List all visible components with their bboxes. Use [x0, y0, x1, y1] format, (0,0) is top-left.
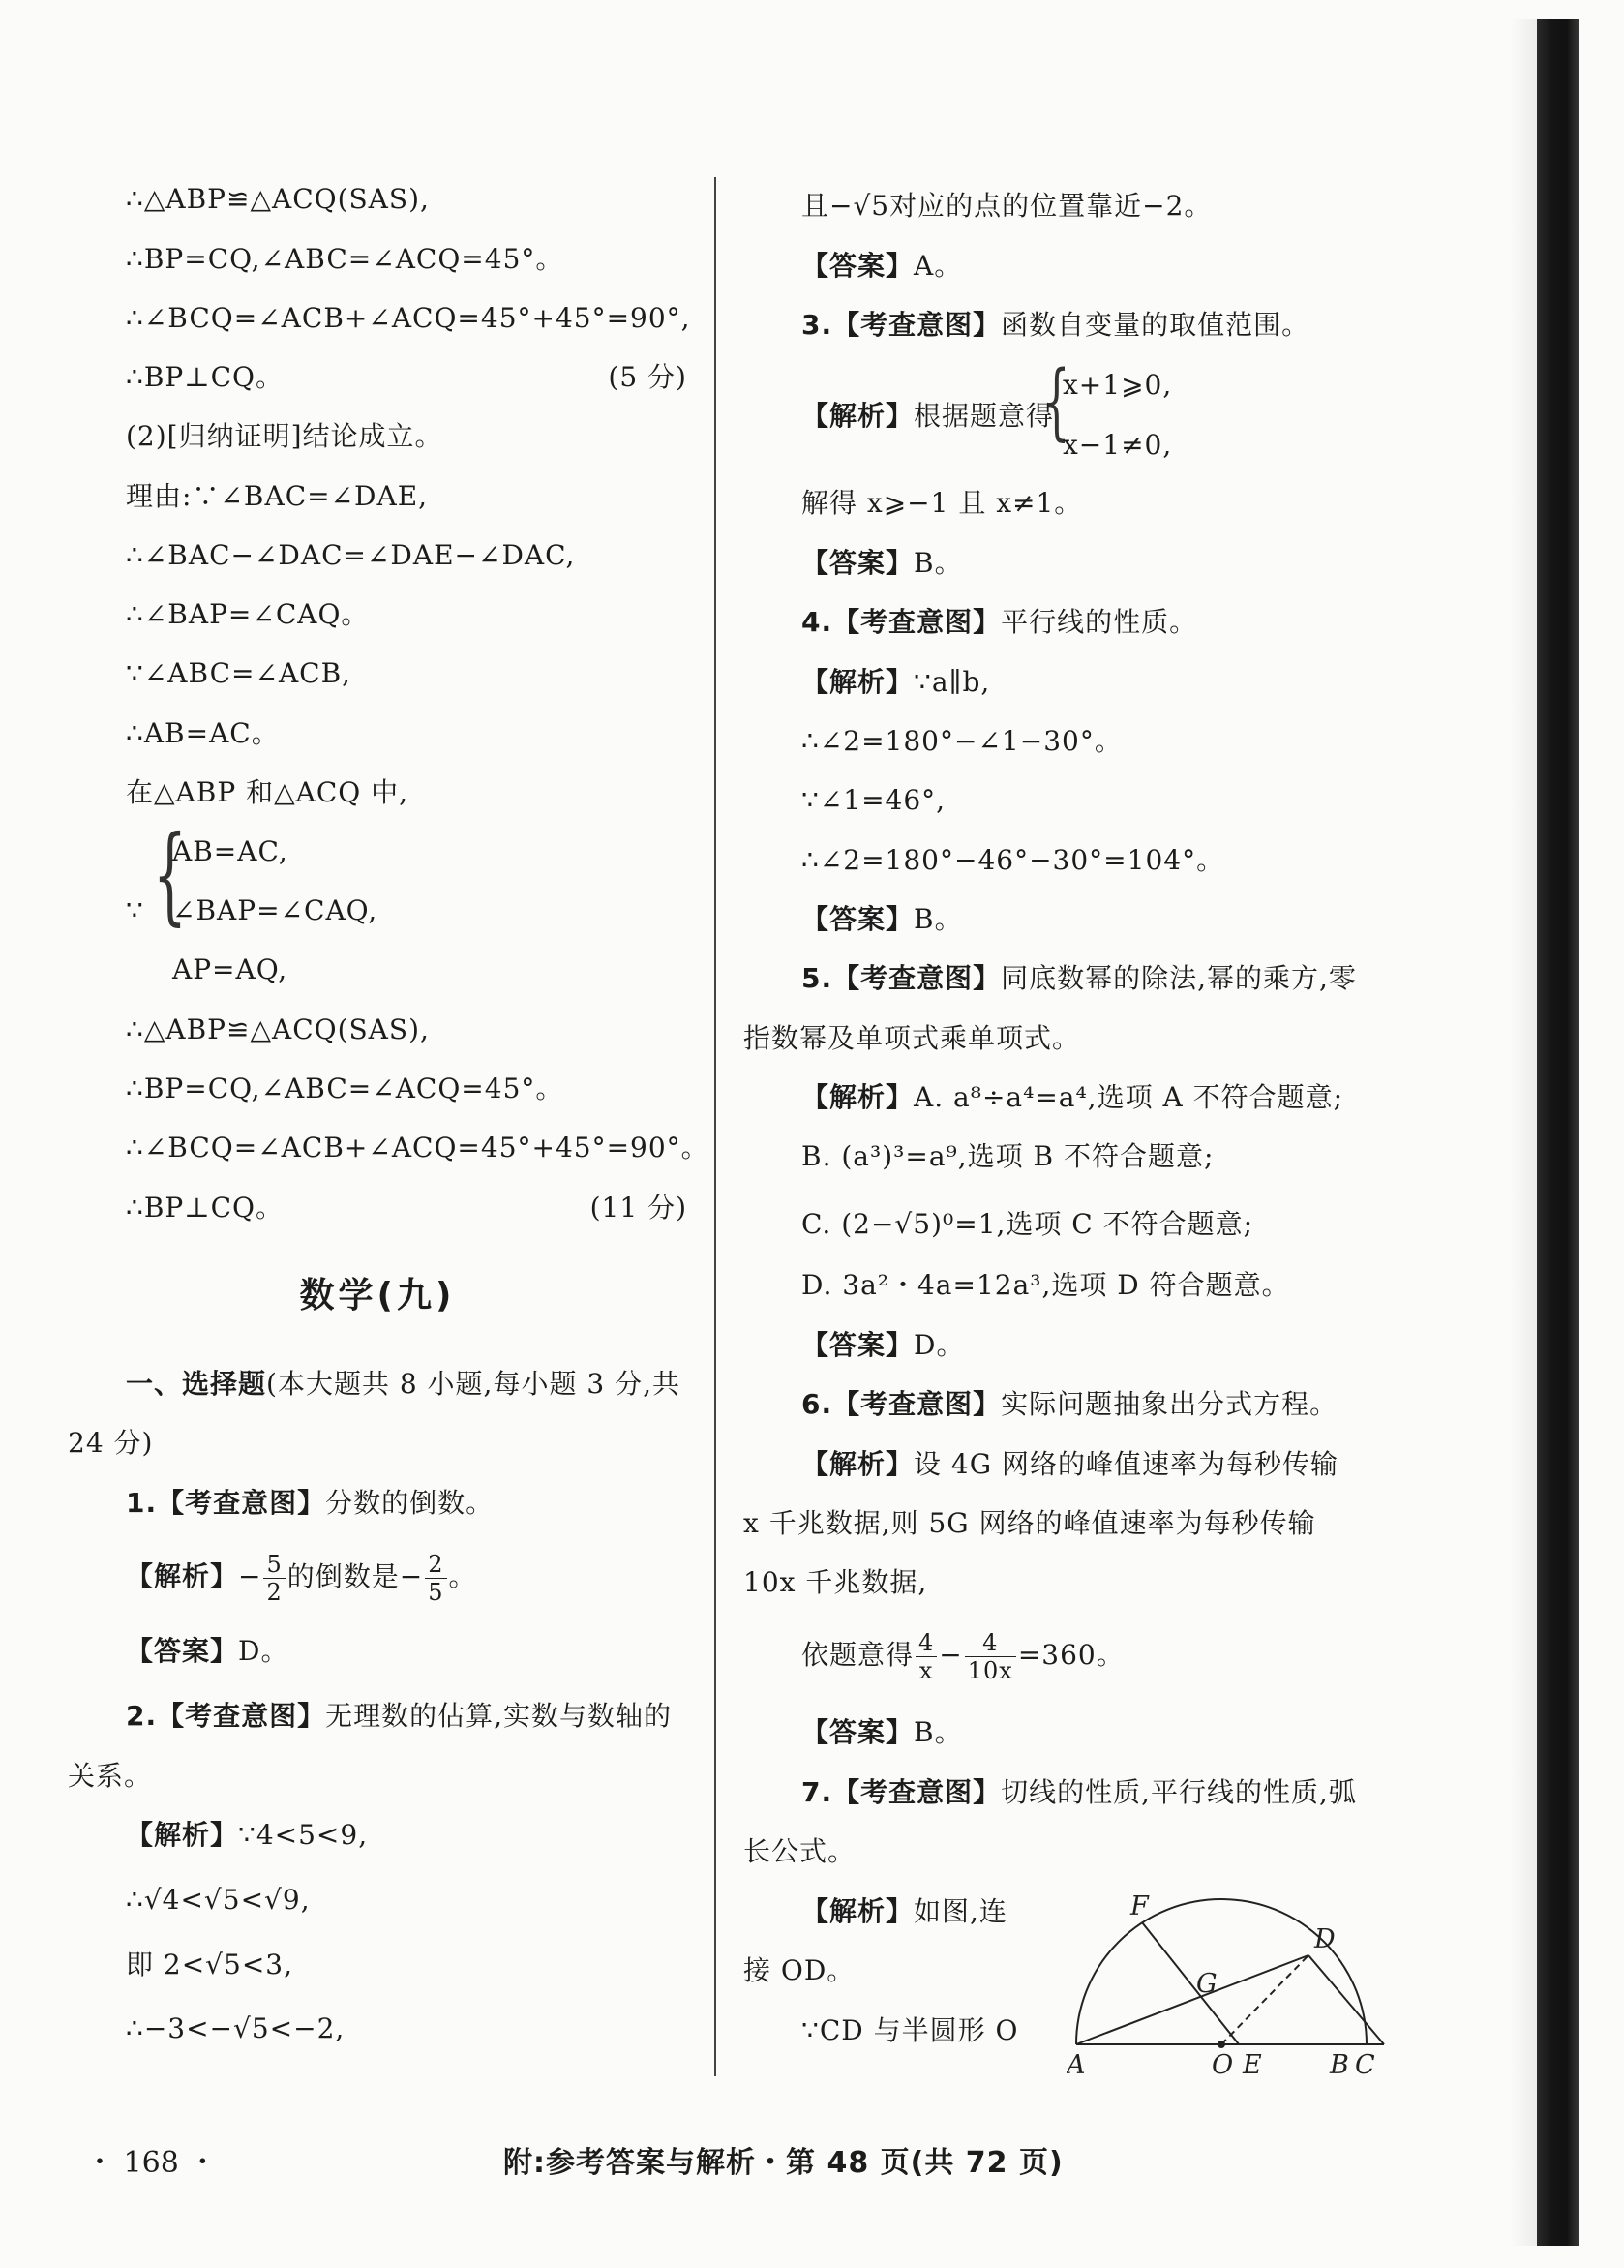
- answer-value: D。: [238, 1635, 289, 1667]
- text-line: ∴∠BAC−∠DAC=∠DAE−∠DAC,: [126, 539, 576, 571]
- text-line: ∴AB=AC。: [126, 717, 280, 749]
- text-line: 接 OD。: [743, 1954, 856, 1986]
- answer-value: B。: [914, 1716, 963, 1748]
- text-line: ∴∠BCQ=∠ACB+∠ACQ=45°+45°=90°,: [126, 302, 691, 334]
- text-line: ∴BP⊥CQ。: [126, 361, 284, 393]
- fraction-numerator: 4: [916, 1629, 937, 1657]
- question-text: 同底数幂的除法,幂的乘方,零: [1001, 962, 1357, 994]
- label-e: E: [1243, 2050, 1262, 2080]
- text-line: ∴△ABP≌△ACQ(SAS),: [126, 1013, 430, 1045]
- text-line: ∴−3<−√5<−2,: [126, 2012, 346, 2044]
- question-line: [68, 1474, 687, 1532]
- fraction: [263, 1551, 285, 1606]
- text-line: ∵∠1=46°,: [801, 784, 947, 816]
- answer-label: 【答案】: [126, 1635, 239, 1667]
- text-line: ∴BP=CQ,∠ABC=∠ACQ=45°。: [126, 243, 564, 275]
- line-fe: [1142, 1922, 1239, 2044]
- answer-value: B。: [914, 547, 963, 579]
- analysis-label: 【解析】: [801, 666, 915, 698]
- system-line: AP=AQ,: [172, 953, 288, 985]
- center-point-o: [1218, 2041, 1225, 2048]
- option-line: D. 3a²・4a=12a³,选项 D 符合题意。: [801, 1269, 1290, 1301]
- option-line: C. (2−√5)⁰=1,选项 C 不符合题意;: [801, 1208, 1254, 1240]
- analysis-line: [743, 1069, 1372, 1127]
- question-line: [743, 1764, 1372, 1822]
- semicircle-figure: [1067, 1888, 1386, 2081]
- question-header: [68, 1355, 687, 1413]
- system-prefix: ∵: [126, 894, 144, 926]
- fraction: [965, 1629, 1016, 1684]
- equation-text: 依题意得: [801, 1639, 915, 1671]
- answer-label: 【答案】: [801, 250, 915, 282]
- points-label: (11 分): [589, 1192, 687, 1224]
- text-line: 24 分): [68, 1427, 154, 1459]
- column-divider: [714, 177, 716, 2076]
- analysis-text: 根据题意得: [914, 400, 1055, 432]
- fraction-denominator: x: [918, 1657, 934, 1684]
- fraction-denominator: 5: [428, 1579, 444, 1606]
- text-line: ∴√4<√5<√9,: [126, 1884, 311, 1916]
- scan-binding-edge: [1537, 19, 1579, 2246]
- analysis-text: 如图,连: [914, 1895, 1007, 1927]
- fraction-numerator: 5: [263, 1551, 285, 1579]
- analysis-label: 【解析】: [126, 1819, 239, 1851]
- question-header-label: 一、选择题: [126, 1368, 267, 1400]
- question-line: [743, 950, 1372, 1008]
- label-g: G: [1196, 1969, 1218, 1999]
- question-line: [68, 1687, 687, 1745]
- label-o: O: [1212, 2050, 1234, 2080]
- answer-label: 【答案】: [801, 547, 915, 579]
- text-line: x 千兆数据,则 5G 网络的峰值速率为每秒传输: [743, 1507, 1316, 1539]
- analysis-line: [68, 1806, 687, 1864]
- text-line: 且−√5对应的点的位置靠近−2。: [801, 190, 1213, 222]
- text-line: ∴BP⊥CQ。: [126, 1192, 284, 1224]
- answer-line: [68, 1622, 687, 1680]
- analysis-label: 【解析】: [801, 400, 915, 432]
- dashed-od: [1221, 1955, 1308, 2044]
- text-line: [68, 1179, 687, 1237]
- text-line: 解得 x⩾−1 且 x≠1。: [801, 487, 1083, 519]
- answer-line: [743, 891, 1372, 949]
- system-line: x−1≠0,: [1063, 429, 1173, 461]
- label-c: C: [1355, 2050, 1375, 2080]
- math-text: 的倒数是−: [286, 1560, 424, 1592]
- equation-text: −: [939, 1639, 963, 1671]
- question-line: [743, 1376, 1372, 1434]
- section-title: 数学(九): [299, 1276, 456, 1315]
- analysis-label: 【解析】: [801, 1895, 915, 1927]
- system-line: x+1⩾0,: [1063, 369, 1173, 401]
- fraction-denominator: 10x: [967, 1657, 1013, 1684]
- text-line: ∴△ABP≌△ACQ(SAS),: [126, 183, 430, 215]
- question-label: 6.【考查意图】: [801, 1388, 1002, 1420]
- question-label: 5.【考查意图】: [801, 962, 1002, 994]
- system-line: ∠BAP=∠CAQ,: [172, 894, 378, 926]
- fraction: [916, 1629, 937, 1684]
- question-text: 分数的倒数。: [325, 1487, 495, 1519]
- page-number: ・ 168 ・: [85, 2146, 218, 2180]
- answer-label: 【答案】: [801, 903, 915, 935]
- question-line: [743, 593, 1372, 651]
- chord-ad: [1076, 1955, 1308, 2044]
- question-text: 无理数的估算,实数与数轴的: [325, 1700, 673, 1732]
- answer-label: 【答案】: [801, 1716, 915, 1748]
- answer-line: [743, 237, 1372, 295]
- label-d: D: [1314, 1924, 1336, 1954]
- text-line: 10x 千兆数据,: [743, 1566, 928, 1598]
- text-line: ∴∠2=180°−∠1−30°。: [801, 725, 1123, 757]
- points-label: (5 分): [608, 361, 687, 393]
- system-line: AB=AC,: [172, 835, 288, 867]
- question-label: 2.【考查意图】: [126, 1700, 326, 1732]
- fraction-numerator: 4: [965, 1629, 1016, 1657]
- question-label: 7.【考查意图】: [801, 1776, 1002, 1808]
- math-text: ∵4<5<9,: [238, 1819, 369, 1851]
- answer-label: 【答案】: [801, 1329, 915, 1361]
- analysis-line: [743, 653, 1372, 711]
- answer-value: D。: [914, 1329, 965, 1361]
- analysis-line: [743, 1436, 1372, 1494]
- left-brace: {: [1043, 353, 1070, 450]
- answer-line: [743, 534, 1372, 592]
- question-text: 平行线的性质。: [1001, 606, 1198, 638]
- text-line: ∴∠BAP=∠CAQ。: [126, 598, 370, 630]
- answer-line: [743, 1704, 1372, 1762]
- question-header-text: (本大题共 8 小题,每小题 3 分,共: [266, 1368, 680, 1400]
- question-label: 4.【考查意图】: [801, 606, 1002, 638]
- text-line: ∴∠BCQ=∠ACB+∠ACQ=45°+45°=90°。: [126, 1132, 709, 1164]
- question-label: 1.【考查意图】: [126, 1487, 326, 1519]
- question-text: 切线的性质,平行线的性质,弧: [1001, 1776, 1357, 1808]
- text-line: ∴BP=CQ,∠ABC=∠ACQ=45°。: [126, 1073, 564, 1104]
- left-brace: {: [153, 812, 187, 936]
- analysis-text: 设 4G 网络的峰值速率为每秒传输: [914, 1448, 1338, 1480]
- fraction-denominator: 2: [266, 1579, 283, 1606]
- label-a: A: [1067, 2050, 1086, 2080]
- label-b: B: [1330, 2050, 1349, 2080]
- text-line: 关系。: [68, 1760, 153, 1792]
- text-line: 指数幂及单项式乘单项式。: [743, 1022, 1081, 1054]
- math-text: 。: [448, 1560, 477, 1592]
- answer-value: B。: [914, 903, 963, 935]
- question-text: 实际问题抽象出分式方程。: [1001, 1388, 1338, 1420]
- option-text: A. a⁸÷a⁴=a⁴,选项 A 不符合题意;: [914, 1081, 1344, 1113]
- text-line: 长公式。: [743, 1835, 857, 1867]
- text-line: ∴∠2=180°−46°−30°=104°。: [801, 844, 1225, 876]
- text-line: 即 2<√5<3,: [126, 1949, 294, 1981]
- footer-title: 附:参考答案与解析・第 48 页(共 72 页): [503, 2146, 1064, 2180]
- analysis-label: 【解析】: [801, 1081, 915, 1113]
- equation-text: =360。: [1017, 1639, 1125, 1671]
- text-line: 在△ABP 和△ACQ 中,: [126, 776, 409, 808]
- text-line: 理由:∵∠BAC=∠DAE,: [126, 480, 429, 512]
- label-f: F: [1130, 1891, 1149, 1921]
- question-label: 3.【考查意图】: [801, 309, 1002, 341]
- scan-shadow: [1510, 19, 1537, 2246]
- answer-value: A。: [914, 250, 963, 282]
- fraction: [425, 1551, 446, 1606]
- analysis-line: [68, 1543, 687, 1611]
- math-text: ∵a∥b,: [914, 666, 991, 698]
- text-line: (2)[归纳证明]结论成立。: [126, 420, 443, 452]
- fraction-numerator: 2: [425, 1551, 446, 1579]
- analysis-label: 【解析】: [126, 1560, 239, 1592]
- answer-line: [743, 1316, 1372, 1375]
- text-line: [68, 348, 687, 407]
- question-line: [743, 296, 1372, 354]
- equation-line: [743, 1620, 1372, 1690]
- question-text: 函数自变量的取值范围。: [1001, 309, 1310, 341]
- text-line: ∵CD 与半圆形 O: [801, 2014, 1019, 2046]
- option-line: B. (a³)³=a⁹,选项 B 不符合题意;: [801, 1140, 1215, 1172]
- analysis-label: 【解析】: [801, 1448, 915, 1480]
- math-text: −: [238, 1560, 262, 1592]
- text-line: ∵∠ABC=∠ACB,: [126, 657, 352, 689]
